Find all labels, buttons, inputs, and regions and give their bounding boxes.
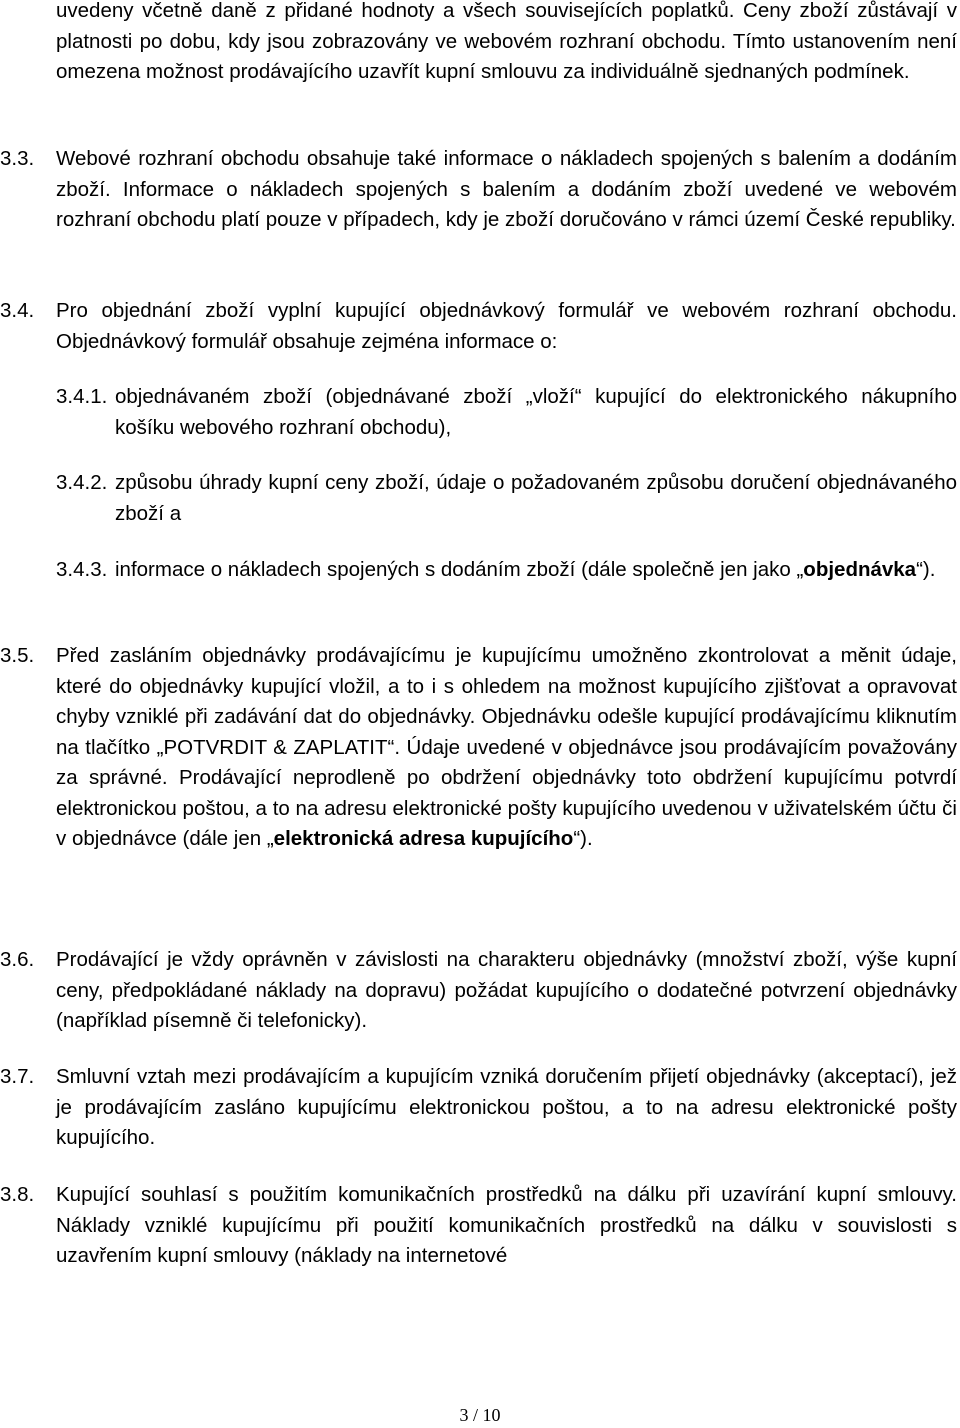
section-number: 3.3. [0, 147, 35, 170]
section-text: Webové rozhraní obchodu obsahuje také informace o nákladech spojených s balením a dodáním zboží. Informace o nákladech spojených s balením a dodáním zboží uvedené ve webovém rozhraní obchodu platí pouze v případech, kdy je zboží doručováno v rámci území České republiky. [56, 147, 957, 231]
intro-text: uvedeny včetně daně z přidané hodnoty a všech souvisejících poplatků. Ceny zboží zůstávají v platnosti po dobu, kdy jsou zobrazovány ve webovém rozhraní obchodu. Tímto ustanovením není omezena možnost prodávajícího uzavřít kupní smlouvu za individuálně sjednaných podmínek. [56, 0, 957, 83]
section-text: Kupující souhlasí s použitím komunikačních prostředků na dálku při uzavírání kupní smlouvy. Náklady vzniklé kupujícímu při použití komunikačních prostředků na dálku v souvislosti s uzavřením kupní smlouvy (náklady na internetové [56, 1183, 957, 1267]
text-before: Před zasláním objednávky prodávajícímu je kupujícímu umožněno zkontrolovat a měnit údaje, které do objednávky kupující vložil, a to i s ohledem na možnost kupujícího zjišťovat a opravovat chyby vzniklé při zadávání dat do objednávky. Objednávku odešle kupující prodávajícímu kliknutím na tlačítko „POTVRDIT & ZAPLATIT“. Údaje uvedené v objednávce jsou prodávajícím považovány za správné. Prodávající neprodleně po obdržení objednávky toto obdržení kupujícímu potvrdí elektronickou poštou, a to na adresu elektronické pošty kupujícího uvedenou v uživatelském účtu či v objednávce (dále jen „ [56, 644, 957, 850]
section-text: Smluvní vztah mezi prodávajícím a kupujícím vzniká doručením přijetí objednávky (akceptací), jež je prodávajícím zasláno kupujícímu elektronickou poštou, a to na adresu elektronické pošty kupujícího. [56, 1065, 957, 1149]
defined-term-objednavka: objednávka [803, 558, 917, 581]
text-before: informace o nákladech spojených s dodáním zboží (dále společně jen jako „ [115, 558, 804, 581]
page-number: 3 / 10 [459, 1405, 501, 1425]
subsection-text [115, 555, 957, 586]
defined-term-elektronicka-adresa: elektronická adresa kupujícího [273, 827, 574, 850]
subsection-number: 3.4.3. [56, 558, 108, 581]
text-after: “). [573, 827, 593, 850]
subsection-number: 3.4.1. [56, 385, 108, 408]
section-number: 3.8. [0, 1183, 35, 1206]
text-after: “). [916, 558, 936, 581]
section-number: 3.4. [0, 299, 35, 322]
section-number: 3.7. [0, 1065, 35, 1088]
intro-paragraph [56, 0, 957, 88]
subsection-text: objednávaném zboží (objednávané zboží „vloží“ kupující do elektronického nákupního košíku webového rozhraní obchodu), [115, 385, 957, 439]
section-number: 3.5. [0, 644, 35, 667]
section-text [56, 641, 957, 855]
section-text: Prodávající je vždy oprávněn v závislosti na charakteru objednávky (množství zboží, výše kupní ceny, předpokládané náklady na dopravu) požádat kupujícího o dodatečné potvrzení objednávky (například písemně či telefonicky). [56, 948, 957, 1032]
section-text: Pro objednání zboží vyplní kupující objednávkový formulář ve webovém rozhraní obchodu. Objednávkový formulář obsahuje zejména informace o: [56, 299, 957, 353]
subsection-text: způsobu úhrady kupní ceny zboží, údaje o požadovaném způsobu doručení objednávaného zboží a [115, 471, 957, 525]
subsection-number: 3.4.2. [56, 471, 108, 494]
section-number: 3.6. [0, 948, 35, 971]
